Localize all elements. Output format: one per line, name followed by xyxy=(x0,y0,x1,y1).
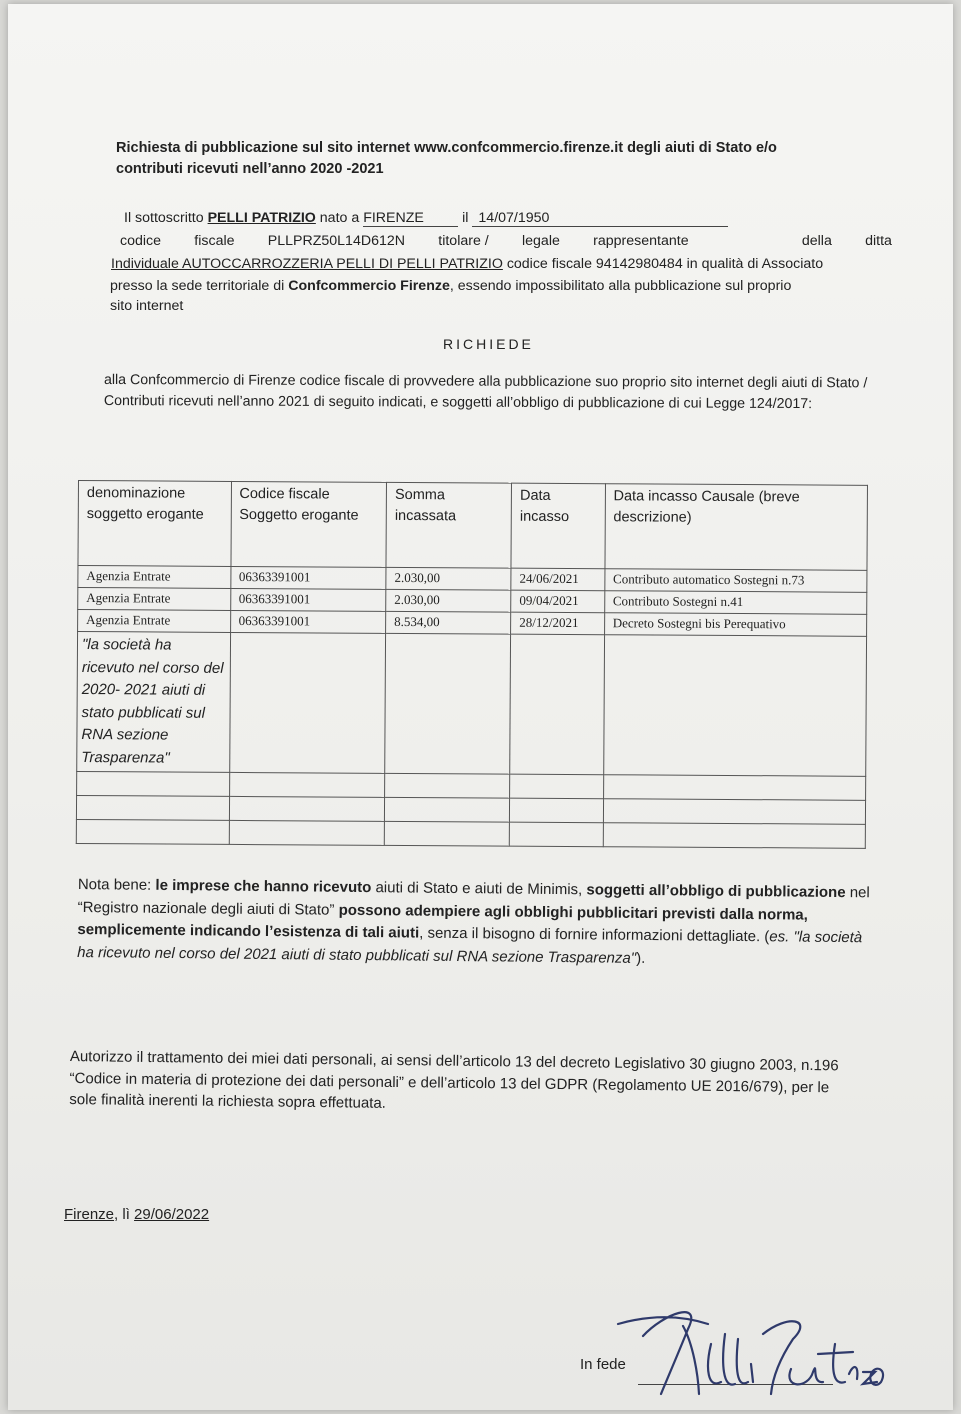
table-cell xyxy=(229,632,385,773)
declarant-line-2 xyxy=(120,233,892,249)
table-cell: Agenzia Entrate xyxy=(78,610,231,633)
table-cell: 2.030,00 xyxy=(386,589,511,612)
header-cell: Data incasso xyxy=(511,483,605,569)
privacy-authorization: Autorizzo il trattamento dei miei dati personali, ai sensi dell’articolo 13 del decreto Legislativo 30 giugno 2003, n.196 “Codice in materia di protezione dei dati personali” e dell’articolo 13 del GDPR (Regolamento UE 2016/679), per le sole finalità inerenti la richiesta sopra effettuata. xyxy=(69,1047,839,1112)
table-cell: 09/04/2021 xyxy=(511,590,605,613)
document-title: Richiesta di pubblicazione sul sito internet www.confcommercio.firenze.it degli aiuti di Stato e/o contributi ricevuti nell’anno 2020 -2021 xyxy=(116,140,777,177)
table-cell: 06363391001 xyxy=(230,588,386,611)
label-sottoscritto: Il sottoscritto xyxy=(124,210,204,226)
nota-bold: possono adempiere agli obblighi pubblicitari previsti dalla norma, semplicemente indicando l’esistenza di tali aiuti xyxy=(77,901,808,942)
table-cell: 06363391001 xyxy=(230,566,386,589)
header-cell: Somma incassata xyxy=(386,482,512,568)
label-ditta: ditta xyxy=(865,233,892,249)
birthplace-value: FIRENZE xyxy=(363,210,458,227)
label-rappresentante: rappresentante xyxy=(593,233,689,249)
declarant-line-5: sito internet xyxy=(110,298,184,314)
in-fede-label: In fede xyxy=(580,1356,626,1373)
header-cell: denominazione soggetto erogante xyxy=(78,481,231,567)
table-cell: 28/12/2021 xyxy=(511,612,605,635)
nota-text: nel “Registro nazionale degli aiuti di Stato” xyxy=(77,884,870,919)
nota-text: Nota bene: xyxy=(77,875,156,894)
label-fiscale: fiscale xyxy=(194,233,235,249)
nota-example: es. "la società ha ricevuto nel corso del 2021 aiuti di stato pubblicati sul RNA sezione Trasparenza" xyxy=(77,928,863,967)
richiede-text: alla Confcommercio di Firenze codice fiscale di provvedere alla pubblicazione suo proprio sito internet degli aiuti di Stato / Contributi ricevuti nell’anno 2021 di seguito indicati, e soggetti all’obbligo di pubblicazione di cui Legge 124/2017: xyxy=(103,371,868,413)
declarant-line-4 xyxy=(110,278,885,294)
signing-date: 29/06/2022 xyxy=(134,1206,210,1223)
table-cell: 24/06/2021 xyxy=(511,568,605,591)
table-cell: Agenzia Entrate xyxy=(78,566,231,589)
table-header-row xyxy=(78,481,868,571)
declarant-line-3 xyxy=(111,256,886,272)
label-nato: nato a xyxy=(319,210,360,226)
tax-code-value: PLLPRZ50L14D612N xyxy=(267,233,405,249)
nota-bold: soggetti all’obbligo di pubblicazione xyxy=(586,881,846,902)
nota-text: , senza il bisogno di fornire informazioni dettagliate. ( xyxy=(419,924,770,946)
line4-text-a: presso la sede territoriale di xyxy=(110,278,285,294)
nota-text: ). xyxy=(636,949,646,967)
label-titolare: titolare / xyxy=(438,233,489,249)
table-empty-row xyxy=(76,819,865,848)
company-name: Individuale AUTOCCARROZZERIA PELLI DI PELLI PATRIZIO xyxy=(111,256,503,272)
label-codice: codice xyxy=(120,233,162,249)
table-cell: Agenzia Entrate xyxy=(78,588,231,611)
table-cell: Contributo automatico Sostegni n.73 xyxy=(604,569,866,593)
table-cell xyxy=(603,635,866,777)
company-tax-text: codice fiscale 94142980484 in qualità di Associato xyxy=(506,256,824,272)
header-cell: Codice fiscale Soggetto erogante xyxy=(230,481,386,567)
nota-text: aiuti di Stato e aiuti de Minimis, xyxy=(371,879,587,899)
declarant-line-1 xyxy=(112,210,887,227)
rna-note-cell: "la società ha ricevuto nel corso del 2020- 2021 aiuti di stato pubblicati sul RNA sezione Trasparenza" xyxy=(77,632,230,773)
aid-table xyxy=(76,480,868,849)
place-date xyxy=(64,1206,209,1223)
richiede-heading: RICHIEDE xyxy=(443,336,534,352)
place: Firenze xyxy=(64,1206,115,1223)
table-cell xyxy=(385,633,511,774)
declarant-name: PELLI PATRIZIO xyxy=(207,210,316,226)
line4-text-c: , essendo impossibilitato alla pubblicazione sul proprio xyxy=(449,278,792,294)
table-note-row xyxy=(77,632,867,777)
nota-bold: le imprese che hanno ricevuto xyxy=(155,876,372,897)
label-il: il xyxy=(462,210,469,226)
label-della: della xyxy=(801,233,832,249)
birthdate-value: 14/07/1950 xyxy=(472,210,728,227)
label-legale: legale xyxy=(522,233,560,249)
table-cell: 8.534,00 xyxy=(386,611,511,634)
table-cell: 2.030,00 xyxy=(386,567,511,590)
header-cell: Data incasso Causale (breve descrizione) xyxy=(605,484,868,571)
table-cell: 06363391001 xyxy=(230,610,386,633)
table-cell xyxy=(510,634,604,775)
handwritten-signature xyxy=(613,1294,893,1404)
nota-bene xyxy=(77,874,878,972)
table-cell: Decreto Sostegni bis Perequativo xyxy=(604,613,866,637)
document-page xyxy=(8,4,953,1410)
line4-confcommercio: Confcommercio Firenze xyxy=(288,278,450,294)
place-suffix: , lì xyxy=(114,1206,130,1223)
table-cell: Contributo Sostegni n.41 xyxy=(604,591,866,615)
